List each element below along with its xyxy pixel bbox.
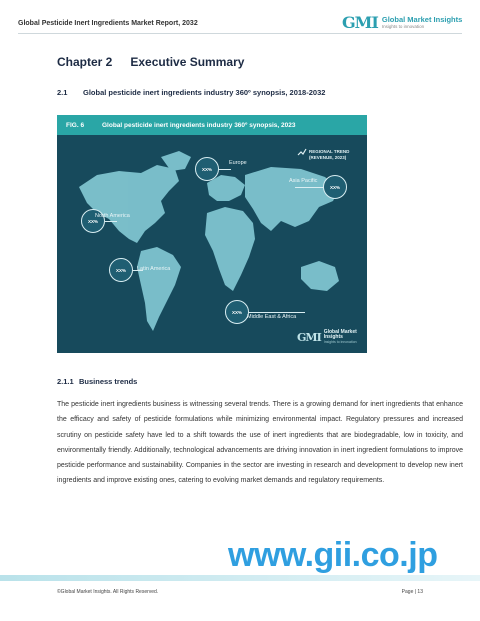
subsection-heading — [57, 377, 137, 386]
region-label-north-america: North America — [95, 213, 130, 219]
australia-shape — [301, 261, 339, 291]
page-number: Page | 13 — [401, 589, 423, 595]
section-heading — [57, 88, 325, 97]
region-leader-europe — [219, 169, 231, 170]
watermark: www.gii.co.jp — [228, 536, 438, 574]
region-label-middle-east-africa: Middle East & Africa — [247, 314, 297, 320]
logo-tagline: Insights to innovation — [381, 24, 425, 29]
logo-name: Global Market Insights — [381, 14, 463, 24]
region-bubble-asia-pacific: XX% — [323, 175, 347, 199]
figure-title-bar — [57, 115, 367, 135]
region-label-asia-pacific: Asia Pacific — [289, 178, 318, 184]
report-title: Global Pesticide Inert Ingredients Market Report, 2032 — [18, 20, 198, 27]
logo-mark: GMI — [342, 13, 378, 32]
section-number: 2.1 — [57, 88, 68, 97]
figure-logo-tagline: Insights to innovation — [323, 340, 357, 344]
figure-6 — [57, 115, 367, 353]
figure-label: FIG. 6 — [66, 121, 85, 129]
region-bubble-middle-east-africa: XX% — [225, 300, 249, 324]
figure-logo-mark: GMI — [297, 330, 321, 344]
header-divider — [18, 33, 462, 34]
south-america-shape — [137, 247, 181, 331]
business-trends-paragraph: The pesticide inert ingredients business is witnessing several trends. There is a growing demand for inert ingredients that enhance the efficacy and safety of pesticide formulations while minimizing environmental impact. Regulatory pressures and increased scrutiny on pesticide safety have led to a shift towards the use of inert ingredients that are biodegradable, low in toxicity, and environmentally friendly. Additionally, technological advancements are driving innovation in inert ingredient formulations to improve pesticide performance and sustainability. Companies in the sector are investing in research and development to develop new inert ingredients and improve existing ones, catering to evolving market demands and regulatory requirements. — [57, 401, 463, 485]
footer-band — [0, 575, 480, 581]
chapter-title: Executive Summary — [130, 55, 245, 69]
chapter-number: Chapter 2 — [57, 55, 113, 69]
asia-shape — [245, 167, 339, 231]
figure-logo — [297, 330, 367, 345]
region-bubble-north-america: XX% — [81, 209, 105, 233]
region-leader-north-america — [105, 221, 117, 222]
africa-shape — [205, 207, 255, 291]
subsection-number: 2.1.1 — [57, 377, 74, 386]
footer-copyright: ©Global Market Insights. All Rights Reserved. — [57, 589, 159, 595]
subsection-title: Business trends — [79, 377, 138, 386]
legend-title: REGIONAL TREND (REVENUE, 2023) — [309, 149, 350, 160]
region-leader-asia-pacific — [295, 187, 323, 188]
region-bubble-europe: XX% — [195, 157, 219, 181]
region-leader-middle-east-africa — [249, 312, 305, 313]
region-label-europe: Europe — [229, 160, 247, 166]
section-title: Global pesticide inert ingredients industry 360º synopsis, 2018-2032 — [83, 88, 326, 97]
gmi-logo — [342, 13, 462, 32]
figure-logo-name: Global Market Insights — [323, 329, 357, 340]
region-label-latin-america: Latin America — [137, 266, 171, 272]
region-bubble-latin-america: XX% — [109, 258, 133, 282]
chapter-heading — [57, 55, 244, 69]
figure-title: Global pesticide inert ingredients industry 360º synopsis, 2023 — [102, 121, 296, 129]
trend-icon — [297, 147, 307, 157]
